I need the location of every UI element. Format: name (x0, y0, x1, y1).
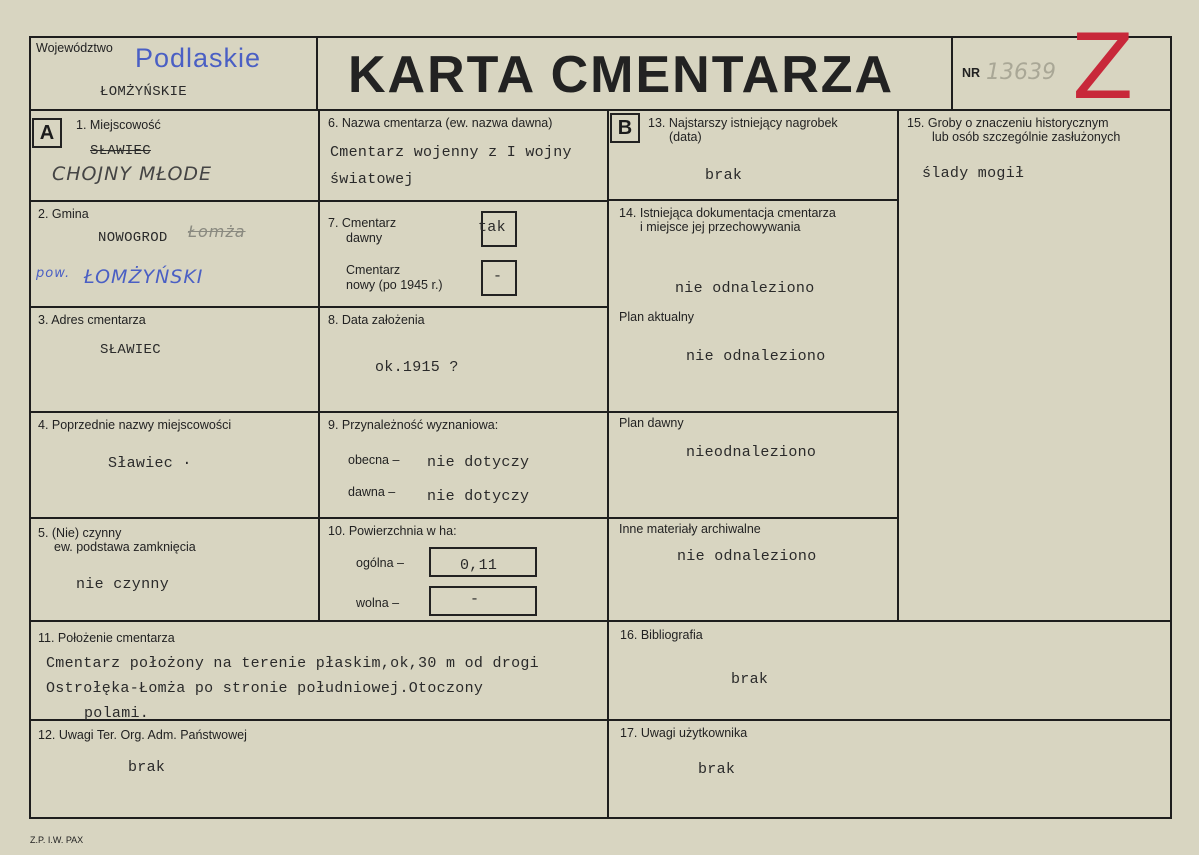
row-h-mid-1 (607, 199, 899, 201)
field-2-typed: NOWOGROD (98, 230, 168, 246)
field-3-label: 3. Adres cmentarza (38, 313, 146, 327)
field-7-label-new-1: Cmentarz (346, 263, 401, 277)
plan-dawny-typed: nieodnaleziono (686, 444, 817, 461)
field-7-label-new-2: nowy (po 1945 r.) (346, 278, 443, 292)
row-h-left-4 (29, 517, 609, 519)
field-4-typed: Sławiec · (108, 455, 192, 472)
field-15-label-1: 15. Groby o znaczeniu historycznym (907, 116, 1109, 130)
card-title: KARTA CMENTARZA (348, 46, 895, 104)
field-2-pow: pow. (36, 266, 71, 281)
field-1-label: 1. Miejscowość (76, 118, 161, 132)
field-6-line-1: Cmentarz wojenny z I wojny (330, 144, 572, 161)
field-2-handwritten: ŁOMŻYŃSKI (84, 266, 204, 288)
field-10-label: 10. Powierzchnia w ha: (328, 524, 457, 538)
field-14-label-1: 14. Istniejąca dokumentacja cmentarza (619, 206, 836, 220)
field-7-label-old-1: 7. Cmentarz (328, 216, 397, 230)
field-8-typed: ok.1915 ? (375, 359, 459, 376)
row-h-bottom-2 (29, 719, 1172, 721)
printer-imprint: Z.P. I.W. PAX (30, 835, 84, 845)
field-15-typed: ślady mogił (922, 165, 1025, 182)
field-13-label-2: (data) (669, 130, 702, 144)
field-9-label: 9. Przynależność wyznaniowa: (328, 418, 499, 432)
field-15-label-2: lub osób szczególnie zasłużonych (932, 130, 1121, 144)
field-11-label: 11. Położenie cmentarza (38, 631, 175, 645)
field-7-old-value: tak (478, 219, 506, 236)
row-h-mid-2 (607, 411, 899, 413)
col-v1 (318, 109, 320, 621)
field-1-handwritten: CHOJNY MŁODE (52, 163, 213, 185)
field-3-typed: SŁAWIEC (100, 342, 161, 358)
field-9-obecna-label: obecna – (348, 453, 400, 467)
field-13-typed: brak (705, 167, 743, 184)
field-12-typed: brak (128, 759, 166, 776)
field-9-dawna-value: nie dotyczy (427, 488, 530, 505)
nr-value: 13639 (986, 60, 1056, 85)
wojewodztwo-typed: ŁOMŻYŃSKIE (100, 84, 188, 100)
field-13-label-1: 13. Najstarszy istniejący nagrobek (648, 116, 838, 130)
field-14-label-2: i miejsce jej przechowywania (640, 220, 801, 234)
border-left (29, 36, 31, 819)
field-10-wolna-label: wolna – (356, 596, 400, 610)
header-v1 (316, 36, 318, 111)
field-11-line-2: Ostrołęka-Łomża po stronie południowej.Otoczony (46, 680, 484, 697)
field-2-label: 2. Gmina (38, 207, 89, 221)
field-17-typed: brak (698, 761, 736, 778)
plan-dawny-label: Plan dawny (619, 416, 684, 430)
field-12-label: 12. Uwagi Ter. Org. Adm. Państwowej (38, 728, 247, 742)
col-v2 (607, 109, 609, 819)
field-9-obecna-value: nie dotyczy (427, 454, 530, 471)
row-h-left-2 (29, 306, 609, 308)
field-16-label: 16. Bibliografia (620, 628, 703, 642)
z-mark: Z (1072, 15, 1134, 120)
border-bottom (29, 817, 1172, 819)
row-h-left-1 (29, 200, 609, 202)
row-h-left-3 (29, 411, 609, 413)
border-right (1170, 36, 1172, 819)
field-6-label: 6. Nazwa cmentarza (ew. nazwa dawna) (328, 116, 553, 130)
header-v2 (951, 36, 953, 111)
nr-label: NR (962, 66, 981, 80)
field-17-label: 17. Uwagi użytkownika (620, 726, 748, 740)
field-4-label: 4. Poprzednie nazwy miejscowości (38, 418, 232, 432)
field-16-typed: brak (731, 671, 769, 688)
field-9-dawna-label: dawna – (348, 485, 396, 499)
plan-aktualny-typed: nie odnaleziono (686, 348, 826, 365)
section-b-marker: B (610, 113, 640, 143)
header-divider (29, 109, 1172, 111)
plan-aktualny-label: Plan aktualny (619, 310, 695, 324)
field-5-label-2: ew. podstawa zamknięcia (54, 540, 196, 554)
field-11-line-3: polami. (84, 705, 150, 722)
field-7-new-value: - (493, 268, 503, 285)
inne-materialy-label: Inne materiały archiwalne (619, 522, 761, 536)
row-h-bottom-1 (29, 620, 1172, 622)
field-10-wolna-box[interactable] (429, 586, 537, 616)
border-top (29, 36, 1172, 38)
section-a-marker: A (32, 118, 62, 148)
field-1-struck: SŁAWIEC (90, 143, 151, 159)
field-5-label-1: 5. (Nie) czynny (38, 526, 122, 540)
field-11-line-1: Cmentarz położony na terenie płaskim,ok,30 m od drogi (46, 655, 539, 672)
field-2-struck-hand: Łomża (188, 222, 246, 241)
row-h-mid-3 (607, 517, 899, 519)
field-8-label: 8. Data założenia (328, 313, 425, 327)
field-5-typed: nie czynny (76, 576, 170, 593)
field-7-label-old-2: dawny (346, 231, 383, 245)
field-6-line-2: światowej (330, 171, 414, 188)
field-10-wolna-value: - (470, 591, 480, 608)
col-v3 (897, 109, 899, 621)
inne-materialy-typed: nie odnaleziono (677, 548, 817, 565)
field-14-typed: nie odnaleziono (675, 280, 815, 297)
wojewodztwo-label: Województwo (36, 41, 113, 55)
field-10-ogolna-label: ogólna – (356, 556, 404, 570)
field-10-ogolna-value: 0,11 (460, 557, 498, 574)
wojewodztwo-stamp: Podlaskie (135, 43, 262, 73)
